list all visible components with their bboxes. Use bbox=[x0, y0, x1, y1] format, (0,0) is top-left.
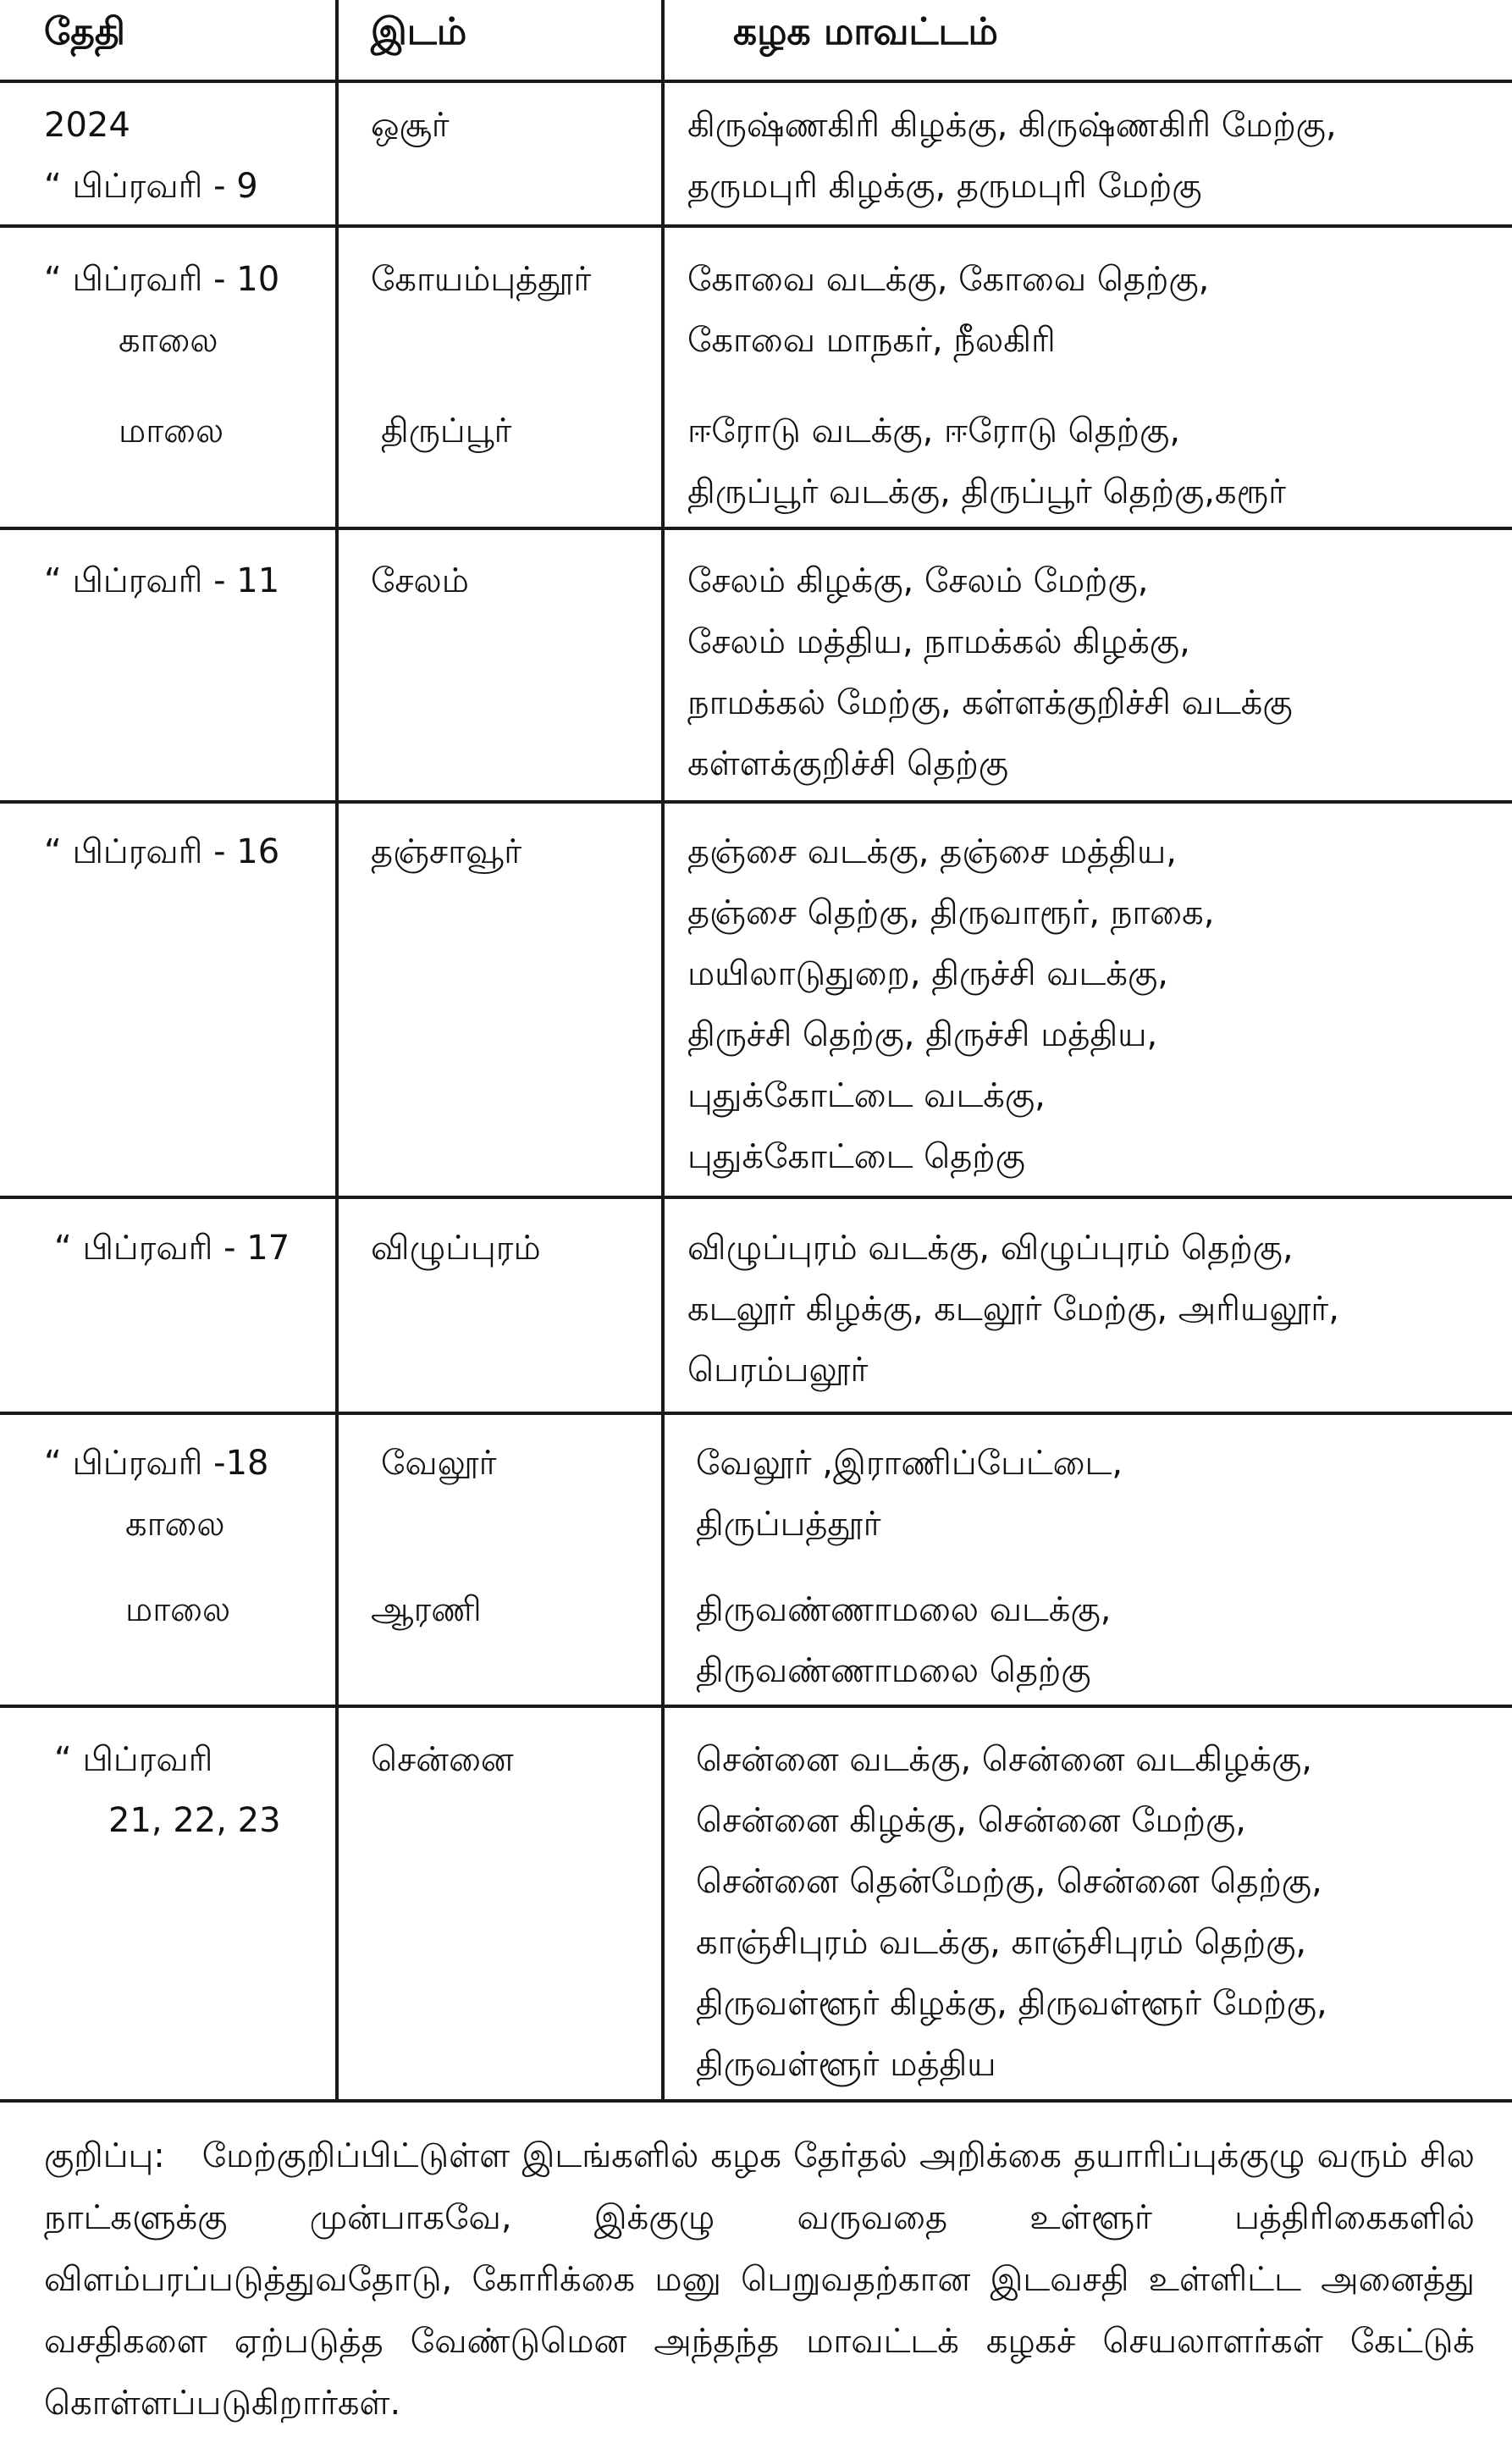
place-cell: வேலூர் bbox=[381, 1444, 497, 1483]
district-cell bbox=[687, 550, 1293, 794]
header-district: கழக மாவட்டம் bbox=[733, 10, 998, 53]
place-cell: ஆரணி bbox=[371, 1590, 482, 1629]
district-line: பெரம்பலூர் bbox=[687, 1351, 869, 1390]
row-divider bbox=[0, 80, 1512, 83]
date-text: “ பிப்ரவரி -18 bbox=[44, 1444, 269, 1483]
district-line: கடலூர் கிழக்கு, கடலூர் மேற்கு, அரியலூர், bbox=[687, 1290, 1339, 1329]
place-cell: ஒசூர் bbox=[371, 106, 450, 145]
district-line: நாமக்கல் மேற்கு, கள்ளக்குறிச்சி வடக்கு bbox=[687, 683, 1293, 722]
district-line: காஞ்சிபுரம் வடக்கு, காஞ்சிபுரம் தெற்கு, bbox=[696, 1923, 1307, 1962]
district-line: ஈரோடு வடக்கு, ஈரோடு தெற்கு, bbox=[687, 412, 1181, 450]
district-line: கிருஷ்ணகிரி கிழக்கு, கிருஷ்ணகிரி மேற்கு, bbox=[687, 106, 1337, 145]
row-divider bbox=[0, 2099, 1512, 2103]
district-cell bbox=[696, 1579, 1112, 1701]
district-line: தஞ்சை வடக்கு, தஞ்சை மத்திய, bbox=[687, 832, 1177, 871]
date-cell bbox=[44, 550, 279, 611]
row-divider bbox=[0, 1196, 1512, 1199]
date-text: “ பிப்ரவரி - 17 bbox=[54, 1229, 290, 1268]
district-line: சென்னை தென்மேற்கு, சென்னை தெற்கு, bbox=[696, 1862, 1322, 1901]
district-line: மயிலாடுதுறை, திருச்சி வடக்கு, bbox=[687, 954, 1169, 993]
column-divider bbox=[661, 0, 665, 2103]
date-cell bbox=[44, 821, 279, 882]
district-line: திருச்சி தெற்கு, திருச்சி மத்திய, bbox=[687, 1015, 1158, 1054]
session-evening: மாலை bbox=[125, 1590, 231, 1629]
date-cell bbox=[44, 95, 258, 217]
footnote-text: மேற்குறிப்பிட்டுள்ள இடங்களில் கழக தேர்தல் அறிக்கை தயாரிப்புக்குழு வரும் சில நாட்களுக்கு முன்பாகவே, இக்குழு வருவதை உள்ளூர் பத்திரிகைகளில் விளம்பரப்படுத்துவதோடு, கோரிக்கை மனு பெறுவதற்கான இடவசதி உள்ளிட்ட அனைத்து வசதிகளை ஏற்படுத்த வேண்டுமென அந்தந்த மாவட்டக் கழகச் செயலாளர்கள் கேட்டுக் கொள்ளப்படுகிறார்கள். bbox=[44, 2136, 1475, 2423]
column-divider bbox=[335, 0, 339, 2103]
district-line: சென்னை கிழக்கு, சென்னை மேற்கு, bbox=[696, 1801, 1246, 1840]
district-cell bbox=[696, 1729, 1327, 2095]
date-text: “ பிப்ரவரி - 16 bbox=[44, 832, 280, 871]
session-morning: காலை bbox=[125, 1505, 225, 1544]
row-divider bbox=[0, 527, 1512, 530]
row-divider bbox=[0, 1412, 1512, 1415]
district-line: கோவை வடக்கு, கோவை தெற்கு, bbox=[687, 260, 1210, 299]
district-line: சேலம் மத்திய, நாமக்கல் கிழக்கு, bbox=[687, 622, 1190, 661]
district-line: புதுக்கோட்டை வடக்கு, bbox=[687, 1076, 1046, 1115]
district-cell bbox=[687, 821, 1214, 1187]
district-cell bbox=[687, 249, 1209, 371]
district-line: சென்னை வடக்கு, சென்னை வடகிழக்கு, bbox=[696, 1740, 1312, 1779]
place-cell: விழுப்புரம் bbox=[371, 1229, 541, 1268]
date-text: “ பிப்ரவரி - 9 bbox=[44, 167, 258, 206]
date-cell bbox=[44, 249, 279, 371]
session-morning: காலை bbox=[119, 321, 218, 360]
place-cell: சேலம் bbox=[371, 561, 469, 600]
date-days: 21, 22, 23 bbox=[108, 1801, 281, 1840]
row-divider bbox=[0, 800, 1512, 804]
date-text: “ பிப்ரவரி - 10 bbox=[44, 260, 280, 299]
district-line: திருப்பத்தூர் bbox=[696, 1505, 881, 1544]
place-cell: சென்னை bbox=[371, 1740, 514, 1779]
district-cell bbox=[687, 95, 1337, 217]
header-place: இடம் bbox=[371, 10, 467, 53]
district-line: வேலூர் ,இராணிப்பேட்டை, bbox=[696, 1444, 1123, 1483]
row-divider bbox=[0, 1705, 1512, 1708]
date-year: 2024 bbox=[44, 106, 130, 145]
district-cell bbox=[687, 1218, 1339, 1401]
district-line: சேலம் கிழக்கு, சேலம் மேற்கு, bbox=[687, 561, 1149, 600]
district-line: திருவள்ளூர் கிழக்கு, திருவள்ளூர் மேற்கு, bbox=[696, 1984, 1327, 2023]
district-line: தருமபுரி கிழக்கு, தருமபுரி மேற்கு bbox=[687, 167, 1202, 206]
session-evening: மாலை bbox=[119, 412, 224, 450]
district-line: கள்ளக்குறிச்சி தெற்கு bbox=[687, 744, 1009, 783]
district-line: புதுக்கோட்டை தெற்கு bbox=[687, 1137, 1025, 1176]
date-cell bbox=[54, 1218, 290, 1279]
district-line: திருப்பூர் வடக்கு, திருப்பூர் தெற்கு,கரூர் bbox=[687, 472, 1286, 511]
footnote-label: குறிப்பு: bbox=[44, 2136, 165, 2175]
district-line: விழுப்புரம் வடக்கு, விழுப்புரம் தெற்கு, bbox=[687, 1229, 1294, 1268]
district-line: திருவள்ளூர் மத்திய bbox=[696, 2045, 996, 2084]
place-cell: தஞ்சாவூர் bbox=[371, 832, 522, 871]
date-cell bbox=[44, 1433, 268, 1555]
date-cell bbox=[54, 1729, 281, 1851]
district-cell bbox=[696, 1433, 1123, 1555]
header-date: தேதி bbox=[44, 10, 125, 53]
district-cell bbox=[687, 401, 1286, 522]
district-line: கோவை மாநகர், நீலகிரி bbox=[687, 321, 1056, 360]
district-line: திருவண்ணாமலை தெற்கு bbox=[696, 1651, 1091, 1690]
district-line: திருவண்ணாமலை வடக்கு, bbox=[696, 1590, 1112, 1629]
district-line: தஞ்சை தெற்கு, திருவாரூர், நாகை, bbox=[687, 893, 1215, 932]
place-cell: கோயம்புத்தூர் bbox=[371, 260, 592, 299]
date-text: “ பிப்ரவரி bbox=[54, 1740, 213, 1779]
row-divider bbox=[0, 224, 1512, 228]
footnote bbox=[44, 2125, 1475, 2434]
date-text: “ பிப்ரவரி - 11 bbox=[44, 561, 280, 600]
place-cell: திருப்பூர் bbox=[381, 412, 512, 450]
